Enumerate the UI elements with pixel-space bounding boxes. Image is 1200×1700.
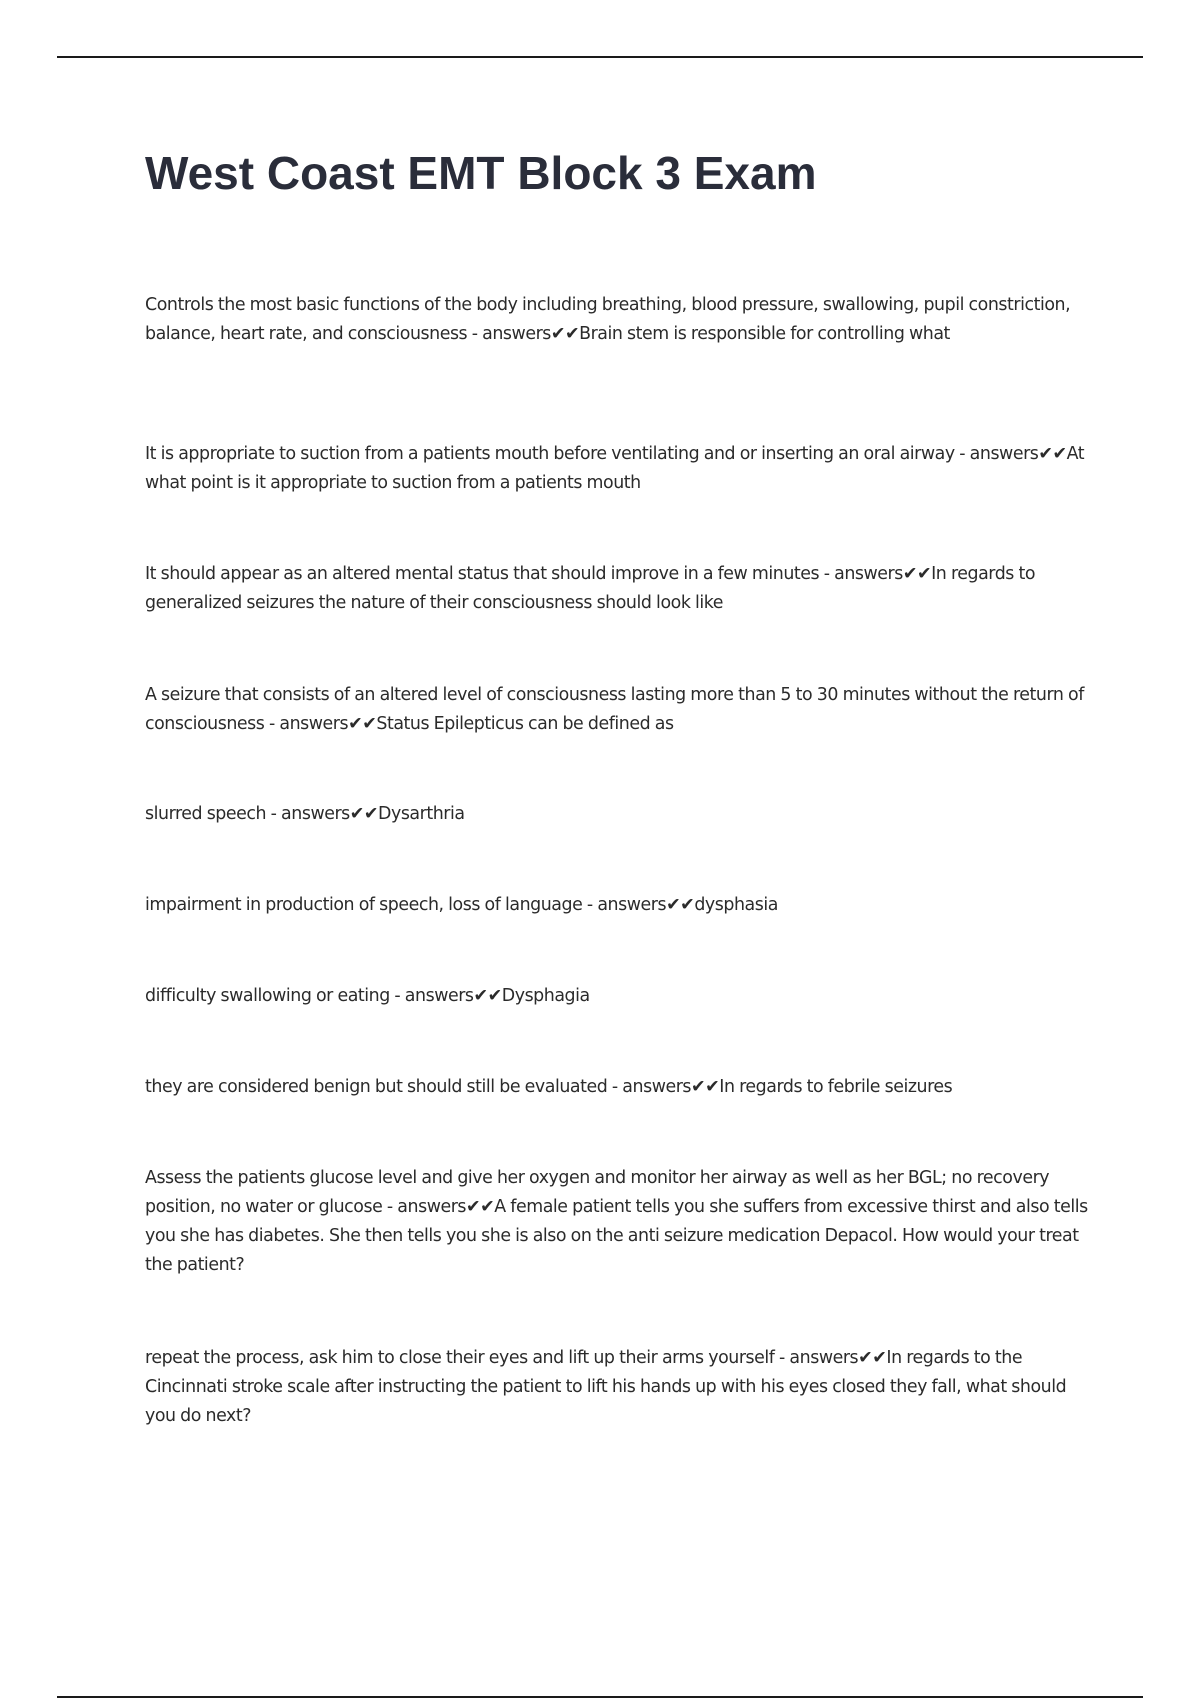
answer-separator: - answers✔✔ [467, 324, 580, 344]
page-title: West Coast EMT Block 3 Exam [145, 147, 817, 199]
answer-text: difficulty swallowing or eating [145, 986, 390, 1006]
answer-text: impairment in production of speech, loss of language [145, 895, 583, 915]
answer-separator: - answers✔✔ [582, 895, 695, 915]
question-text: In regards to the Cincinnati stroke scale after instructing the patient to lift his hands up with his eyes closed they fall, what should you do next? [145, 1348, 1067, 1426]
question-text: A female patient tells you she suffers from excessive thirst and also tells you she has diabetes. She then tells you she is also on the anti seizure medication Depacol. How would your treat the patient? [145, 1197, 1088, 1275]
qa-entry-2 [145, 440, 1090, 498]
qa-entry-5 [145, 800, 1090, 829]
answer-text: repeat the process, ask him to close their eyes and lift up their arms yourself [145, 1348, 775, 1368]
question-text: At what point is it appropriate to suction from a patients mouth [145, 444, 1085, 493]
question-text: In regards to generalized seizures the nature of their consciousness should look like [145, 564, 1036, 613]
question-text: Dysphagia [501, 986, 590, 1006]
question-text: In regards to febrile seizures [719, 1077, 953, 1097]
qa-entry-3 [145, 560, 1090, 618]
answer-text: It is appropriate to suction from a patients mouth before ventilating and or inserting an oral airway [145, 444, 955, 464]
qa-entry-9 [145, 1164, 1090, 1280]
answer-separator: - answers✔✔ [264, 714, 377, 734]
answer-text: It should appear as an altered mental status that should improve in a few minutes [145, 564, 820, 584]
answer-separator: - answers✔✔ [382, 1197, 495, 1217]
answer-text: Assess the patients glucose level and give her oxygen and monitor her airway as well as her BGL; no recovery position, no water or glucose [145, 1168, 1050, 1217]
answer-separator: - answers✔✔ [607, 1077, 720, 1097]
qa-entry-6 [145, 891, 1090, 920]
answer-text: slurred speech [145, 804, 267, 824]
answer-separator: - answers✔✔ [389, 986, 502, 1006]
question-text: Status Epilepticus can be defined as [376, 714, 674, 734]
answer-text: Controls the most basic functions of the body including breathing, blood pressure, swallowing, pupil constriction, balance, heart rate, and consciousness [145, 295, 1071, 344]
answer-separator: - answers✔✔ [774, 1348, 887, 1368]
answer-separator: - answers✔✔ [954, 444, 1067, 464]
question-text: Brain stem is responsible for controlling what [579, 324, 950, 344]
answer-separator: - answers✔✔ [819, 564, 932, 584]
answer-separator: - answers✔✔ [266, 804, 379, 824]
question-text: Dysarthria [378, 804, 465, 824]
answer-text: A seizure that consists of an altered level of consciousness lasting more than 5 to 30 minutes without the return of consciousness [145, 685, 1084, 734]
top-divider [57, 56, 1143, 58]
qa-entry-10 [145, 1344, 1090, 1431]
qa-entry-7 [145, 982, 1090, 1011]
qa-entry-1 [145, 291, 1090, 349]
question-text: dysphasia [694, 895, 778, 915]
qa-entry-4 [145, 681, 1090, 739]
bottom-divider [57, 1696, 1143, 1698]
qa-entry-8 [145, 1073, 1090, 1102]
answer-text: they are considered benign but should still be evaluated [145, 1077, 608, 1097]
